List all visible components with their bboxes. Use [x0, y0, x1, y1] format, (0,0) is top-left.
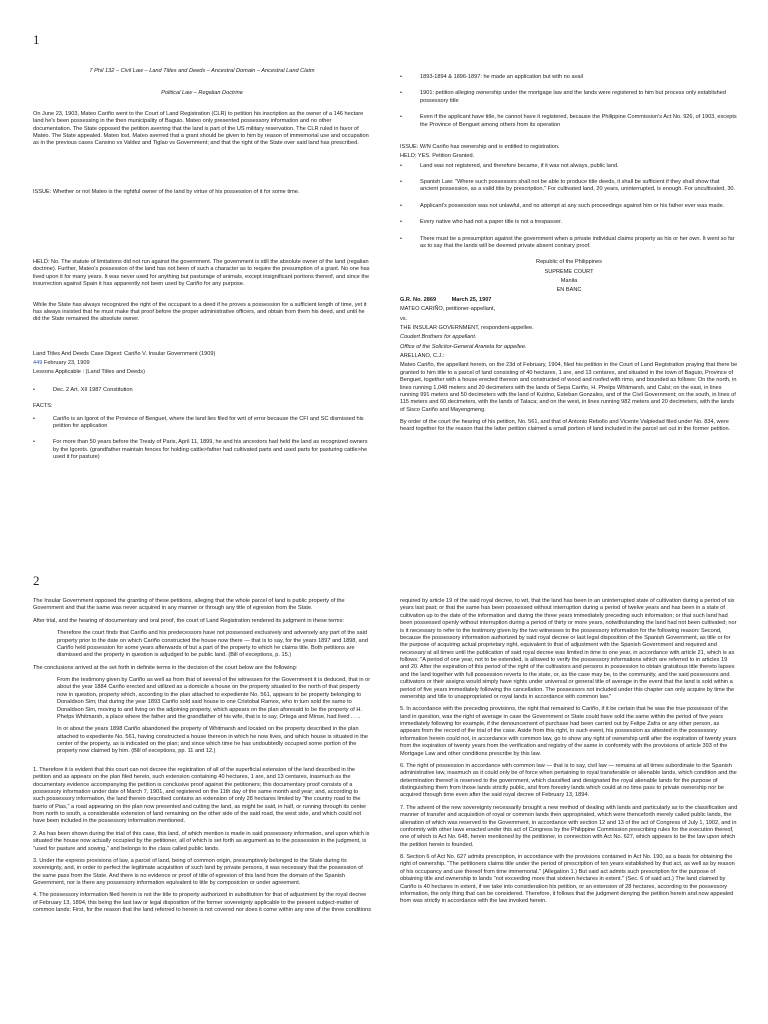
p2-numbered-4: 4. The possessory information filed herein is not the title to property authorized in substitution for that of adjustment by the royal decree of February 13, 1894, this being the last law or legal disposition of the former sovereignty applicable to the present subject-matter of common lands: First, for the reason that the land referred to herein is not covered nor does it come within any one of the three conditions [33, 892, 371, 914]
p2-numbered-6: 6. The right of possession in accordance with common law — that is to say, civil law — remains at all times subordinate to the Spanish administrative law, inasmuch as it could only be of force when pertaining to royal transferable or alienable lands, which condition and the determination thereof is reserved to the government, which classified and designated the royal alienable lands for the purpose of distinguishing them from those lands strictly public, and from forestry lands which could at no time pass to private ownership nor be acquired through time even after the said royal decree of February 13, 1894. [400, 762, 737, 799]
p2-numbered-8: 8. Section 6 of Act No. 627 admits prescription, in accordance with the provisions contained in Act No. 190, as a basis for obtaining the right of ownership. "The petitioners claims title under the period of prescription of ten years established by that act, as well as by reason of his occupancy and use thereof from time immemorial." (Allegation 1.) But said act admits such prescription for the purpose of obtaining title and ownership to lands "not exceeding more that sixteen hectares in extent." (Sec. 6 of said act.) The land claimed by Cariño is 40 hectares in extent, if we take into consideration his petition, or an extension of 28 hectares, according to the possessory information, the only thing that can be considered. Therefore, it follows that the judgment denying the petition herein and now appealed from was strictly in accordance with the law invoked herein. [400, 854, 735, 905]
right-bullet-6: • Applicant's possession was not unlawful, and no attempt at any such proceedings against him or his father ever was made. [400, 203, 738, 210]
held-line: HELD: YES. Petition Granted. [400, 153, 475, 160]
right-bullet-1: • 1893-1894 & 1896-1897: he made an application but with no avail [400, 74, 738, 81]
digest-ref-link[interactable]: 449 [33, 360, 43, 366]
lessons-applicable: Lessons Applicable : (Land Titles and Deeds) [33, 369, 145, 376]
counsel-appellee: Office of the Solicitor-General Araneta for appellee. [400, 343, 527, 350]
gr-date: March 25, 1907 [451, 296, 492, 303]
p2-numbered-2: 2. As has been shown during the trial of this case, this land, of which mention is made in said possessory information, and upon which is situated the house now actually occupied by the petitioner, all of which is set forth as argument as to the possession in the judgment, is "used for pasture and sowing," and belongs to the class called public lands. [33, 830, 370, 852]
facts-paragraph: On June 23, 1903, Mateo Cariño went to the Court of Land Registration (CLR) to petition his inscription as the owner of a 146 hectare land he's been possessing in the then municipality of Baguio. Mateo only presented possessory information and no other documentation. The State opposed the petition averring that the land is part of the US military reservation. The CLR ruled in favor of Mateo. The State appealed. Mateo lost. Mateo averred that a grant should be given to him by reason of immemorial use and occupation as in the previous cases Cansino vs Valdez and Tiglao vs Government; and that the right of the State over said land has prescribed. [33, 110, 369, 147]
decision-body-1: Mateo Cariño, the appellant herein, on the 23d of February, 1904, filed his petition in the Court of Land Registration praying that there be granted to him title to a parcel of land consisting of 40 hectares, 1 are, and 13 centares, and situated in the town of Baguio, Province of Benguet, together with a house erected thereon and constructed of wood and roofed with rimo, and bounded as follows: On the north, in lines running 1,048 meters and 20 decimeters with the lands of Sepa Cariño, H. Phelps Whitmarsh, and Calsi; on the east, in lines running 991 meters and 50 decimeters with the land of Kuidno, Esteban Gonzales, and of the Civil Government; on the south, in lines of 115 meters and 60 decimeters, with the lands of Talaca; and on the west, in lines running 982 meters and 20 decimeters, with the lands of Sisco Cariño and Mayengmeng. [400, 362, 738, 413]
gr-number: G.R. No. 2869 [400, 296, 437, 303]
p2-quote-3: In or about the years 1898 Cariño abandoned the property of Whitmarsh and located on the property described in the plan attached to expediente No. 561, having constructed a house thereon in which he now lives, and which house is situated in the center of the property, as is indicated on the plan; and since which time he has undoubtedly occupied some portion of the property now claimed by him. (Bill of exceptions, pp. 11 and 12.) [57, 726, 368, 755]
right-bullet-5: • Spanish Law: "Where such possessors shall not be able to produce title deeds, it shall be sufficient if they shall show that ancient possession, as a valid title by prescription." For cultivated land, 20 years, uninterrupted, is enough. For uncultivated, 30. [400, 179, 738, 194]
republic-heading: Republic of the Philippines [536, 259, 602, 266]
city-heading: Manila [560, 278, 578, 284]
p2-numbered-7: 7. The advent of the new sovereignty necessarily brought a new method of dealing with lands and particularly as to the classification and manner of transfer and acquisition of royal or common lands then appropriated, which were thenceforth merely called public lands, the alienation of which was reserved to the Government, in accordance with section 12 and 13 of the act of Congress of July 1, 1902, and in conformity with other laws enacted under this act of Congress by the Philippine Commission prescribing rules for the execution thereof, one of which is Act No. 648, herein mentioned by the petitioner, in connection with Act No. 627, which appears to be the law upon which the petition herein is founded. [400, 804, 738, 848]
banc-heading: EN BANC [556, 287, 582, 294]
digest-date-line [33, 360, 371, 367]
ponente: ARELLANO, C.J.: [400, 353, 445, 359]
p2-right-body: required by article 19 of the said royal decree, to wit, that the land has been in an uninterrupted state of cultivation during a period of six years last past; or that the same has been possessed without interruption during a period of twelve years and has been in a state of cultivation up to the date of the information and during the three years immediately preceding such information; or that such land had been possessed openly without interruption during a period of thirty or more years, notwithstanding the land had not been cultivated; nor is it necessary to refer to the testimony given by the two witnesses to the possessory information for the following reason: Second, because the possessory information authorized by said royal decree or last legal disposition of the Spanish Government, as title or for the purpose of acquiring actual proprietary right, equivalent to that of adjustment with the Spanish Government and required and necessary at all times until the publication of said royal decree was limited in time to one year, in accordance with article 21, which is as follows: "A period of one year, not to be extended, is allowed to verify the possessory informations which are referred to in articles 19 and 20. After the expiration of this period of the right of the cultivators and persons in possession to obtain gratuitous title thereto lapses and the land together with full possession reverts to the state, or, as the case may be, to the community, and the said possessors and cultivators or their assigns would simply have rights under universal or general title of average in the event that the land is sold within a period of five years immediately following the cancellation. The possessors not included under this chapter can only acquire by time the ownership and title to unappropriated or royal lands in accordance with common law." [400, 598, 737, 700]
right-bullet-4: • Land was not registered, and therefore became, if it was not always, public land. [400, 163, 738, 170]
page2-right-column [400, 598, 738, 1024]
page1-right-column [400, 74, 738, 550]
versus: vs. [400, 315, 408, 322]
fact-bullet-1: • Cariño is an Igorot of the Province of Benguet, where the land lies filed for writ of error because the CFI and SC dismissed his petition for application [33, 416, 371, 431]
decision-body-2: By order of the court the hearing of his petition, No. 561, and that of Antonio Rebollo and Vicente Valpiedad filed under No. 834, were heard together for the reason that the latter petition claimed a small portion of land included in the parcel set out in the former petition. [400, 419, 731, 433]
held-paragraph: HELD: No. The statute of limitations did not run against the government. The government is still the absolute owner of the land (regalian doctrine). Further, Mateo's possession of the land has not been of such a character as to require the presumption of a grant. No one has lived upon it for many years. It was never used for anything but pasturage of animals, except insignificant portions thereof, and since the insurrection against Spain it has apparently not been used by Cariño for any purpose. [33, 259, 370, 288]
p2-paragraph-2: After trial, and the hearing of documentary and oral proof, the court of Land Registration rendered its judgment in these terms: [33, 617, 344, 624]
right-bullet-7: • Every native who had not a paper title is not a trespasser. [400, 219, 738, 226]
counsel-appellant: Coudert Brothers for appellant. [400, 334, 477, 341]
gr-line [400, 297, 738, 304]
right-bullet-8: • There must be a presumption against the government when a private individual claims property as his or her own. It went so far as to say that the lands will be deemed private absent contrary proof. [400, 236, 738, 251]
page-number: 1 [33, 32, 40, 47]
digest-title: Land Titles And Deeds Case Digest: Cariño V. Insular Government (1909) [33, 350, 216, 357]
fact-bullet-2: • For more than 50 years before the Treaty of Paris, April 11, 1899, he and his ancestors had held the land as recognized owners by the Igorots. (grandfather maintain fences for holding cattle>father had cultivated parts and used parts for pasturing cattle>he used it for pasture) [33, 439, 371, 461]
right-bullet-3: • Even if the applicant have title, he cannot have it registered, because the Philippine Commission's Act No. 926, of 1903, excepts the Province of Benguet among others from its operation [400, 114, 738, 129]
page-number-2: 2 [33, 573, 40, 588]
petitioner: MATEO CARIÑO, petitioner-appellant, [400, 306, 496, 313]
issue-line: ISSUE: W/N Cariño has ownership and is entitled to registration. [400, 143, 560, 150]
right-bullet-2: • 1901: petition alleging ownership under the mortgage law and the lands were registered to him but process only established possessory title [400, 90, 738, 105]
respondent: THE INSULAR GOVERNMENT, respondent-appellee. [400, 324, 534, 331]
case-topic: Political Law – Regalian Doctrine [161, 90, 243, 97]
p2-paragraph-1: The Insular Government opposed the granting of these petitions, alleging that the whole parcel of land is public property of the Government and that the same was never acquired in any manner or through any title of egresion from the State. [33, 598, 345, 612]
facts-label: FACTS: [33, 403, 53, 410]
bullet-constitution: • Dec. 2 Art. XII 1987 Constitution [33, 387, 371, 394]
case-citation: 7 Phil 132 – Civil Law – Land Titles and Deeds – Ancestral Domain – Ancestral Land Claim [89, 68, 315, 74]
state-paragraph: While the State has always recognized the right of the occupant to a deed if he proves a possession for a sufficient length of time, yet it has always insisted that he must make that proof before the proper administrative officers, and obtain from them his deed, and until he did the State remained the absolute owner. [33, 301, 367, 323]
p2-paragraph-3: The conclusions arrived at the set forth in definite terms in the decision of the court below are the following: [33, 664, 298, 671]
p2-numbered-3: 3. Under the express provisions of law, a parcel of land, being of common origin, presumptively belonged to the State during its sovereignty, and, in order to perfect the legitimate acquisition of such land by private persons, it was necessary that the possession of the same pass from the State. And there is no evidence or proof of title of egresion of this land from the domain of the Spanish Government, nor is there any possessory information equivalent to title by composicion or under agreement. [33, 857, 363, 886]
digest-date: February 23, 1909 [42, 360, 90, 366]
p2-quote-1: Therefore the court finds that Cariño and his predecessors have not possessed exclusively and adversely any part of the said property prior to the date on which Cariño constructed the house now there — that is to say, for the years 1897 and 1898, and Cariño held possession for some years afterwards of but a part of the property to which he claims title. Both petitions are dismissed and the property in question is adjudged to be public land. (Bill of exceptions, p. 15.) [57, 630, 368, 659]
p2-numbered-5: 5. In accordance with the preceding provisions, the right that remained to Cariño, if it be certain that he was the true possessor of the land in question, was the right of average in case the Government or State could have sold the same within the period of five years immediately following for example, if the denouncement of purchase had been carried out by Felipe Zafra or any other person, as appears from the record of the trial of the case. Aside from this right, in such event, his possession as attested in the possessory information herein could not, in accordance with common law, go to show any right of ownership until after the expiration of twenty years from the expiration of twenty years from the verification and registry of the same in conformity with the provisions of article 393 of the Mortgage Law and other conditions prescribe by this law. [400, 706, 737, 757]
page2-left-column [33, 598, 371, 1024]
p2-quote-2: From the testimony given by Cariño as well as from that of several of the witnesses for the Government it is deduced, that in or about the year 1884 Cariño erected and utilized as a domicile a house on the property situated to the north of that property now in question, property which, according to the plan attached to expediente No. 561, appears to be property belonging to Donaldson Sim; that during the year 1893 Cariño sold said house to one Cristobal Ramos, who in turn sold the same to Donaldson Sim, moving to and living on the adjoining property, which appears on the plan aforesaid to be the property of H. Phelps Whitmarsh, a place where the father and the grandfather of his wife, that is to say, Ortega and Minse, had lived . . .. [57, 677, 371, 720]
page1-left-column [33, 68, 371, 548]
p2-numbered-1: 1. Therefore it is evident that this court can not decree the registration of all of the superficial extension of the land described in the petition and as appears on the plan filed herein, such extension containing 40 hectares, 1 are, and 13 centares, inasmuch as the documentary evidence accompanying the petition is conclusive proof against the petitioners; this documentary proof consists of a possessory information under date of March 7, 1901, and registered on the 11th day of the same month and year; and, according to such possessory information, the land therein described contains an extension of only 28 hectares limited by "the country road to the barrio of Pias," a road appearing on the plan now presented and cutting the land, as might be said, in half, or running through its center from north to south, a considerable extension of land remaining on the other side of the said road, the west side, and which could not have been included in the possessory information mentioned. [33, 766, 367, 825]
issue-paragraph: ISSUE: Whether or not Mateo is the rightful owner of the land by virtue of his possession of it for some time. [33, 188, 300, 195]
court-heading: SUPREME COURT [544, 268, 594, 275]
